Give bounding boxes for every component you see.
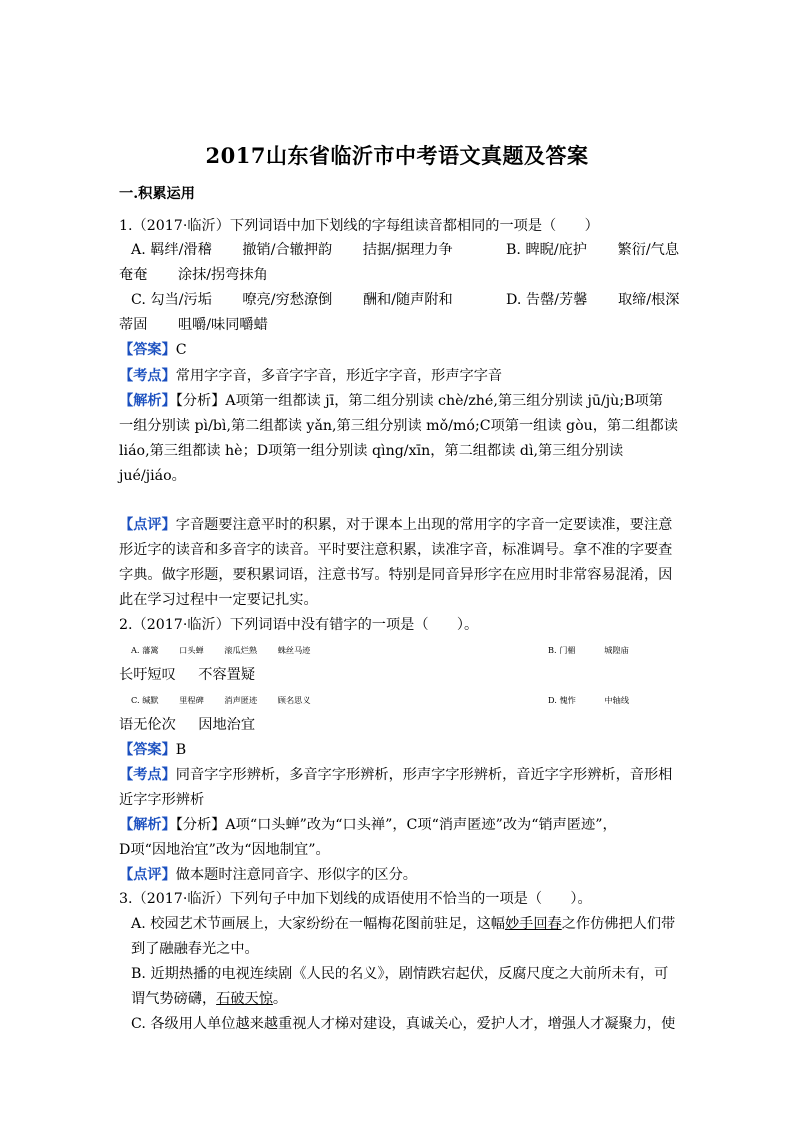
key-point-text: 常用字字音，多音字字音，形近字字音，形声字字音 [175,368,503,384]
option-b-word-4: 涂抹/拐弯抹角 [177,267,268,283]
question-1-analysis-line-4: jué/jiáo。 [119,468,186,484]
question-2-analysis-line-2: D项“因地治宜”改为“因地制宜”。 [119,842,330,858]
answer-tag: 【答案】 [119,742,176,758]
option-c-word-3: 酬和/随声附和 [362,292,453,308]
option-b-word-2: 城隍庙 [604,645,629,655]
section-heading: 一.积累运用 [119,186,195,202]
option-b-word-1: 睥睨/庇护 [525,242,587,258]
key-point-text-1: 同音字字形辨析，多音字字形辨析，形声字字形辨析，音近字字形辨析，音形相 [175,767,673,783]
option-b-word-1: 门楣 [559,645,576,655]
option-d-word-3: 蒂固 [119,317,148,333]
option-b-label: B. [548,645,557,655]
option-c-word-1: 勾当/污垢 [150,292,212,308]
option-d-word-3: 语无伦次 [119,717,176,733]
option-b-word-3: 长吁短叹 [119,667,176,683]
question-1-analysis-line-3: liáo,第三组都读 hè；D项第一组分别读 qìng/xīn，第二组都读 dì,第三组分别读 [119,443,624,459]
comment-text-1: 字音题要注意平时的积累，对于课本上出现的常用字的字音一定要读准，要注意 [175,517,673,533]
question-2-options-row-4 [119,715,255,735]
analysis-text-1: 【分析】A项第一组都读 jī，第二组分别读 chè/zhé,第三组分别读 jū/jù;B项第 [175,393,663,409]
question-3-option-b-line-1: B. 近期热播的电视连续剧《人民的名义》，剧情跌宕起伏，反腐尺度之大前所未有，可 [131,966,669,982]
option-a-label: A. [131,645,140,655]
option-b-label: B. [506,242,521,258]
option-a-label: A. [131,242,146,258]
option-a-word-2: 口头蝉 [179,645,204,655]
option-a-word-4: 蛛丝马迹 [277,645,311,655]
option-d-label: D. [548,695,557,705]
question-1-analysis-line-1 [119,391,669,411]
question-2-answer [119,740,186,760]
option-d-label: D. [506,292,522,308]
option-a-word-3: 滚瓜烂熟 [224,645,258,655]
question-2-analysis-line-1 [119,815,617,835]
option-c-label: C. [131,292,146,308]
answer-tag: 【答案】 [119,342,176,358]
question-1-key-point [119,366,502,386]
question-1-options-row-2 [119,265,268,285]
question-3-option-b-line-2 [131,989,287,1009]
option-a-text-before: A. 校园艺术节画展上，大家纷纷在一幅梅花图前驻足，这幅 [131,916,505,932]
option-a-word-2: 撤销/合辙押韵 [242,242,333,258]
key-point-tag: 【考点】 [119,368,176,384]
option-b-text-before: 谓气势磅礴， [131,991,217,1007]
question-1-stem: 1.（2017·临沂）下列词语中加下划线的字每组读音都相同的一项是（ ） [119,218,599,234]
option-b-underlined-idiom: 石破天惊 [216,991,273,1007]
option-c-word-2: 嘹亮/穷愁潦倒 [242,292,333,308]
option-d-word-2: 取缔/根深 [617,292,680,308]
question-1-answer [119,340,187,360]
question-2-key-point-line-1 [119,765,672,785]
analysis-tag: 【解析】 [119,817,176,833]
question-1-analysis-line-2: 一组分别读 pì/bì,第二组都读 yǎn,第三组分别读 mǒ/mó;C项第一组读 gòu，第二组都读 [119,418,678,434]
option-b-group [506,240,679,260]
page-title: 2017山东省临沂市中考语文真题及答案 [205,143,589,168]
option-c-word-3: 消声匿迹 [224,695,258,705]
option-b-word-4: 不容置疑 [198,667,256,683]
option-d-word-1: 愧怍 [559,695,576,705]
analysis-tag: 【解析】 [119,393,176,409]
option-c-word-1: 缄默 [142,695,159,705]
question-1-options-row-1 [131,240,680,260]
question-1-comment-line-4: 此在学习过程中一定要记扎实。 [119,592,318,608]
comment-tag: 【点评】 [119,867,176,883]
option-a-text-after: 之作仿佛把人们带 [561,916,676,932]
question-3-stem: 3.（2017·临沂）下列句子中加下划线的成语使用不恰当的一项是（ ）。 [119,891,592,907]
question-3-option-a-line-2: 到了融融春光之中。 [131,941,259,957]
option-d-group [548,690,629,710]
option-d-word-2: 中轴线 [604,695,630,705]
question-2-comment [119,865,417,885]
key-point-tag: 【考点】 [119,767,176,783]
question-2-options-row-2 [119,665,255,685]
option-b-word-2: 繁衍/气息 [617,242,680,258]
analysis-text-1: 【分析】A项“口头蝉”改为“口头禅”，C项“消声匿迹”改为“销声匿迹”， [175,817,617,833]
option-d-word-4: 因地治宜 [198,717,256,733]
option-d-word-1: 告罄/芳馨 [525,292,588,308]
option-c-word-4: 顾名思义 [277,695,311,705]
question-2-stem: 2.（2017·临沂）下列词语中没有错字的一项是（ ）。 [119,617,479,633]
question-1-comment-line-1 [119,515,672,535]
question-1-options-row-4 [119,315,268,335]
answer-value: B [175,742,187,758]
question-2-key-point-line-2: 近字字形辨析 [119,792,205,808]
comment-tag: 【点评】 [119,517,176,533]
option-b-group [548,640,629,660]
question-1-comment-line-3: 字典。做字形题，要积累词语，注意书写。特别是同音异形字在应用时非常容易混淆，因 [119,567,673,583]
comment-text: 做本题时注意同音字、形似字的区分。 [175,867,417,883]
question-3-option-c-line-1: C. 各级用人单位越来越重视人才梯对建设，真诚关心，爱护人才，增强人才凝聚力，使 [131,1016,676,1032]
option-b-word-3: 奄奄 [119,267,148,283]
option-a-word-1: 藩篱 [142,645,159,655]
option-a-word-3: 拮据/据理力争 [362,242,453,258]
question-1-comment-line-2: 形近字的读音和多音字的读音。平时要注意积累，读准字音，标准调号。拿不准的字要查 [119,542,673,558]
option-c-word-2: 里程碑 [179,695,204,705]
option-b-text-after: 。 [272,991,288,1007]
option-d-group [506,290,679,310]
option-d-word-4: 咀嚼/味同嚼蜡 [177,317,268,333]
question-2-options-row-3 [131,690,691,710]
question-1-options-row-3 [131,290,680,310]
answer-value: C [175,342,187,358]
option-c-label: C. [131,695,140,705]
option-a-word-1: 羁绊/滑稽 [150,242,212,258]
question-3-option-a-line-1 [131,914,675,934]
option-a-underlined-idiom: 妙手回春 [504,916,562,932]
question-2-options-row-1 [131,640,691,660]
